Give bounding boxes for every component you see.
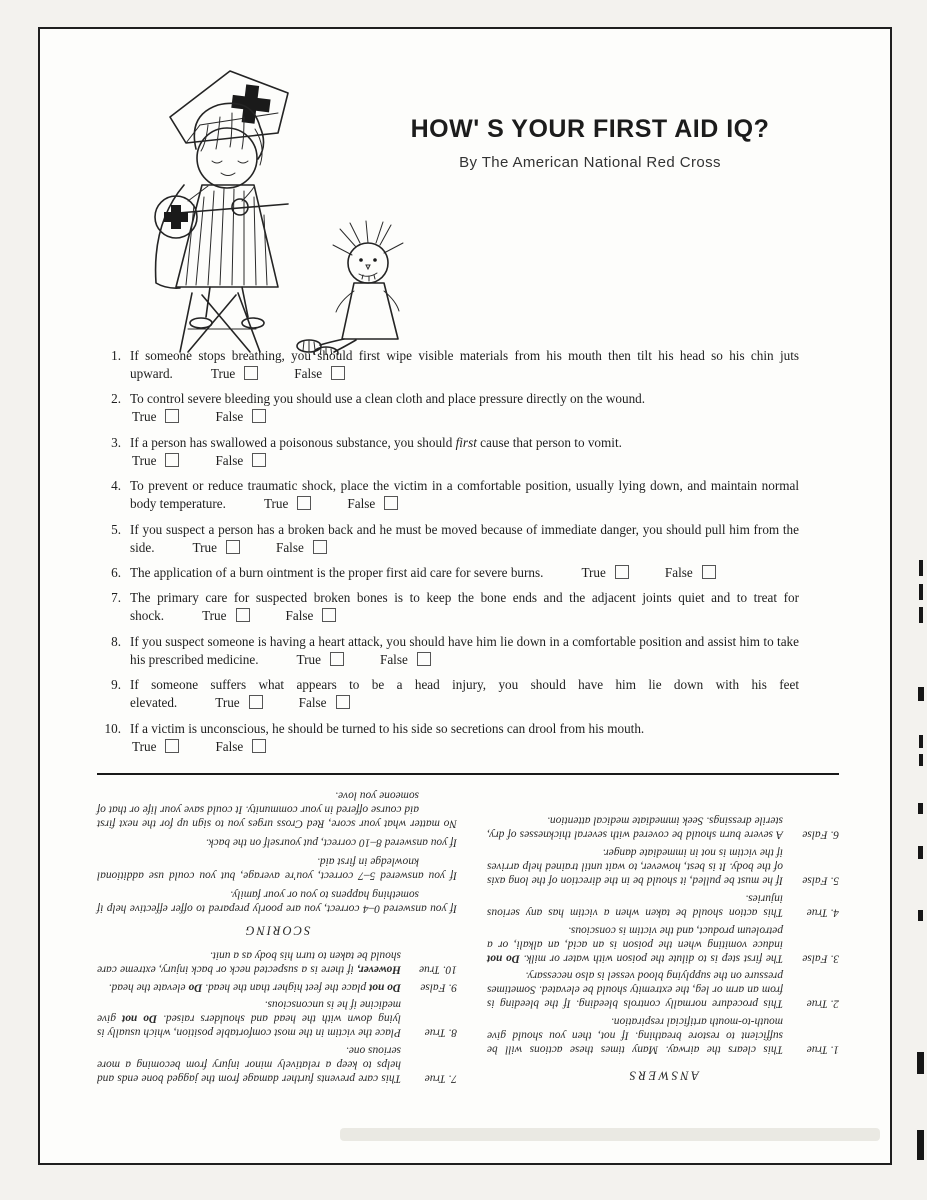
answer-row	[487, 1014, 839, 1056]
true-option	[297, 652, 344, 667]
true-checkbox[interactable]	[236, 608, 250, 622]
true-false-options	[177, 695, 349, 710]
scan-mark	[918, 846, 923, 859]
question-number: 3.	[111, 434, 121, 450]
answer-explanation: Place the victim in the most comfortable position, which usually is lying down with the head and shoulders raised. Do not give medicine if he is unconscious.	[97, 998, 401, 1039]
false-checkbox[interactable]	[702, 565, 716, 579]
true-false-options	[130, 739, 266, 754]
scan-mark	[917, 1130, 924, 1160]
question-text: If you suspect someone is having a heart attack, you should have him lie down in a comfortable position and assist him to take his prescribed medicine.	[130, 633, 799, 667]
false-label: False	[215, 452, 244, 468]
answer-key-column-1	[487, 809, 839, 1085]
answer-row	[487, 813, 839, 841]
false-option	[380, 652, 431, 667]
true-checkbox[interactable]	[165, 453, 179, 467]
answer-row	[487, 968, 839, 1010]
scoring-paragraph: If you answered 0–4 correct, you are poorly prepared to offer effective help if something happens to you or your family.	[97, 888, 457, 915]
false-checkbox[interactable]	[417, 652, 431, 666]
answer-verdict: 1. True	[806, 1043, 839, 1056]
question-number: 7.	[111, 590, 121, 606]
answer-verdict: 9. False	[420, 980, 457, 993]
answer-explanation: A severe burn should be covered with several thicknesses of dry, sterile dressings. Seek immediate medical attention.	[487, 814, 783, 841]
question-text: If you suspect a person has a broken back and he must be moved because of immediate danger, you should pull him from the side.	[130, 521, 799, 555]
answer-row	[97, 947, 457, 975]
false-checkbox[interactable]	[252, 409, 266, 423]
answer-row	[487, 890, 839, 918]
false-option	[347, 496, 398, 511]
question-row	[97, 347, 799, 383]
scan-mark	[917, 1052, 924, 1074]
scoring-paragraph: If you answered 5–7 correct, you're average, but you could use additional knowledge in first aid.	[97, 855, 457, 882]
scan-mark	[918, 687, 924, 701]
true-label: True	[581, 565, 606, 581]
question-row	[97, 390, 799, 426]
answer-row	[97, 1043, 457, 1085]
true-label: True	[192, 539, 217, 555]
question-number: 6.	[111, 565, 121, 581]
scan-mark	[918, 803, 923, 814]
scan-mark	[919, 607, 923, 623]
question-number: 10.	[104, 720, 121, 736]
true-option	[581, 565, 628, 580]
false-checkbox[interactable]	[313, 540, 327, 554]
answer-row	[97, 997, 457, 1039]
question-text: To prevent or reduce traumatic shock, place the victim in a comfortable position, usually lying down, and maintain normal body temperature.	[130, 478, 799, 512]
answer-explanation: This clears the airway. Many times these actions will be sufficient to restore breathing. If not, then you should give mouth-to-mouth artificial respiration.	[487, 1015, 783, 1056]
answer-row	[487, 845, 839, 887]
true-checkbox[interactable]	[165, 409, 179, 423]
answer-verdict: 3. False	[802, 951, 839, 964]
true-false-options	[155, 540, 327, 555]
false-label: False	[664, 565, 693, 581]
page-title: HOW' S YOUR FIRST AID IQ?	[410, 115, 770, 143]
true-false-options	[130, 453, 266, 468]
question-number: 2.	[111, 391, 121, 407]
true-option	[132, 453, 179, 468]
questions-list	[97, 347, 799, 763]
true-checkbox[interactable]	[615, 565, 629, 579]
question-text: The primary care for suspected broken bones is to keep the bone ends and the adjacent joints quiet and to treat for shock.	[130, 590, 799, 624]
true-option	[211, 366, 258, 381]
true-option	[132, 409, 179, 424]
false-checkbox[interactable]	[322, 608, 336, 622]
true-label: True	[132, 409, 157, 425]
true-option	[264, 496, 311, 511]
scoring-paragraph: No matter what your score, Red Cross urges you to sign up for the next first aid course offered in your community. It could save your life or that of someone you love.	[97, 789, 457, 830]
answer-verdict: 4. True	[806, 906, 839, 919]
question-row	[97, 477, 799, 513]
answer-row	[487, 922, 839, 964]
scan-mark	[919, 560, 923, 576]
nurse-and-doll-illustration	[90, 55, 435, 355]
scoring-paragraph: If you answered 8–10 correct, put yourself on the back.	[205, 836, 457, 849]
true-label: True	[296, 651, 321, 667]
true-label: True	[132, 452, 157, 468]
false-label: False	[275, 539, 304, 555]
answer-row	[97, 979, 457, 993]
answer-verdict: 5. False	[802, 874, 839, 887]
true-label: True	[210, 365, 236, 381]
quiz-sheet	[38, 27, 892, 1165]
false-label: False	[285, 608, 314, 624]
answer-explanation: If he must be pulled, it should be in the direction of the long axis of the body. It is best, however, to wait until trained help arrives if the victim is not in immediate danger.	[487, 846, 783, 887]
true-checkbox[interactable]	[165, 739, 179, 753]
answer-explanation: Do not place the feet higher than the head. Do elevate the head.	[108, 980, 401, 993]
false-option	[276, 540, 327, 555]
answers-divider-line	[97, 773, 839, 775]
header	[340, 115, 840, 171]
false-label: False	[347, 496, 376, 512]
false-checkbox[interactable]	[252, 739, 266, 753]
scan-mark	[919, 735, 923, 748]
question-row	[97, 720, 799, 756]
true-label: True	[202, 608, 227, 624]
false-label: False	[298, 695, 327, 711]
answer-verdict: 7. True	[424, 1072, 457, 1085]
question-text: The application of a burn ointment is the proper first aid care for severe burns.	[130, 565, 544, 581]
true-false-options	[226, 496, 398, 511]
true-checkbox[interactable]	[330, 652, 344, 666]
false-option	[299, 695, 350, 710]
upside-down-answer-key	[97, 783, 839, 1084]
question-number: 8.	[111, 633, 121, 649]
false-option	[215, 409, 266, 424]
scan-mark	[918, 910, 923, 921]
true-label: True	[263, 496, 289, 512]
answer-verdict: 8. True	[424, 1026, 457, 1039]
true-label: True	[215, 695, 240, 711]
false-checkbox[interactable]	[384, 496, 398, 510]
false-option	[215, 453, 266, 468]
false-label: False	[379, 651, 408, 667]
false-option	[286, 608, 337, 623]
question-number: 9.	[111, 677, 121, 693]
false-option	[665, 565, 716, 580]
answer-verdict: 2. True	[806, 997, 839, 1010]
question-number: 5.	[111, 521, 121, 537]
true-label: True	[132, 738, 157, 754]
question-text: To control severe bleeding you should use a clean cloth and place pressure directly on the wound.	[130, 391, 646, 407]
answer-explanation: This care prevents further damage from the jagged bone ends and helps to keep a relatively minor injury from becoming a more serious one.	[97, 1044, 401, 1085]
question-row	[97, 521, 799, 557]
false-checkbox[interactable]	[252, 453, 266, 467]
false-label: False	[215, 738, 244, 754]
true-checkbox[interactable]	[297, 496, 311, 510]
question-text: If a victim is unconscious, he should be turned to his side so secretions can drool from his mouth.	[130, 720, 645, 736]
question-row	[97, 564, 799, 582]
page-subtitle: By The American National Red Cross	[459, 154, 721, 171]
true-false-options	[130, 409, 266, 424]
true-option	[215, 695, 262, 710]
question-row	[97, 633, 799, 669]
answer-explanation: The first step is to dilute the poison with water or milk. Do not induce vomiting when the poison is an acid, an alkali, or a petroleum product, and the victim is conscious.	[487, 924, 783, 964]
false-option	[215, 739, 266, 754]
answer-key-column-2	[97, 783, 457, 1084]
scan-mark	[919, 584, 923, 600]
false-label: False	[215, 409, 244, 425]
answer-verdict: 10. True	[419, 963, 457, 976]
true-false-options	[164, 608, 336, 623]
answers-section	[97, 773, 839, 1084]
false-checkbox[interactable]	[336, 695, 350, 709]
question-number: 4.	[111, 478, 121, 494]
false-label: False	[294, 365, 323, 381]
scan-smudge	[340, 1128, 880, 1141]
question-row	[97, 434, 799, 470]
true-checkbox[interactable]	[226, 540, 240, 554]
true-checkbox[interactable]	[244, 366, 258, 380]
answer-verdict: 6. False	[802, 828, 839, 841]
question-text: If a person has swallowed a poisonous substance, you should first cause that person to vomit.	[130, 434, 622, 450]
false-option	[294, 366, 345, 381]
question-text: If someone stops breathing, you should first wipe visible materials from his mouth then tilt his head so his chin juts upward.	[130, 348, 799, 381]
true-false-options	[259, 652, 431, 667]
question-row	[97, 589, 799, 625]
answer-explanation: However, if there is a suspected neck or back injury, extreme care should be taken to turn his body as a unit.	[97, 949, 401, 976]
answer-explanation: This action should be taken when a victim has any serious injuries.	[487, 892, 783, 919]
answers-title: ANSWERS	[627, 1068, 699, 1083]
scan-mark	[919, 754, 923, 766]
question-number: 1.	[111, 348, 121, 363]
true-false-options	[543, 565, 715, 580]
true-checkbox[interactable]	[249, 695, 263, 709]
question-text: If someone suffers what appears to be a head injury, you should have him lie down with his feet elevated.	[130, 677, 799, 711]
false-checkbox[interactable]	[331, 366, 345, 380]
true-option	[132, 739, 179, 754]
question-row	[97, 676, 799, 712]
true-option	[193, 540, 240, 555]
true-false-options	[173, 366, 345, 381]
true-option	[202, 608, 249, 623]
scoring-title: SCORING	[243, 923, 311, 938]
answer-explanation: This procedure normally controls bleeding. If the bleeding is from an arm or leg, the extremity should be elevated. Sometimes pressure on the supplying blood vessel is also necessary.	[487, 969, 783, 1010]
